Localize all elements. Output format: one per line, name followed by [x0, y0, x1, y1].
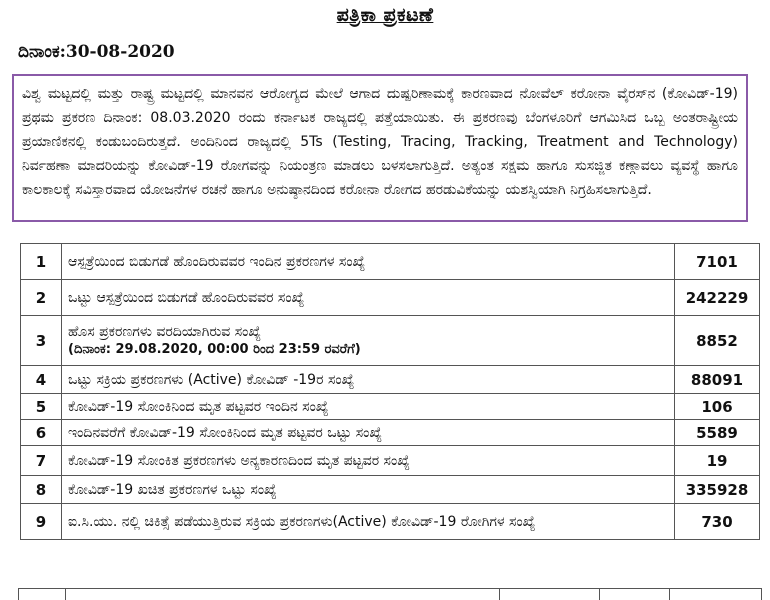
release-date: ದಿನಾಂಕ:30-08-2020: [18, 42, 175, 62]
table-row: [21, 244, 760, 280]
row-label-text: ಕೋವಿಡ್-19 ಸೋಂಕಿನಿಂದ ಮೃತ ಪಟ್ಟವರ ಇಂದಿನ ಸಂಖ್ಯೆ: [68, 398, 329, 415]
table-row: [21, 504, 760, 540]
row-value: 335928: [675, 476, 760, 504]
row-label-text: ಹೊಸ ಪ್ರಕರಣಗಳು ವರದಿಯಾಗಿರುವ ಸಂಖ್ಯೆ: [68, 323, 262, 340]
table-row: [21, 366, 760, 394]
row-value: 106: [675, 394, 760, 420]
row-value: 242229: [675, 280, 760, 316]
row-label: [62, 280, 675, 316]
row-number: 7: [21, 446, 62, 476]
row-label-text: ಒಟ್ಟು ಸಕ್ರಿಯ ಪ್ರಕರಣಗಳು (Active) ಕೋವಿಡ್ -19ರ ಸಂಖ್ಯೆ: [68, 371, 355, 388]
row-label-text: ಒಟ್ಟು ಆಸ್ಪತ್ರೆಯಿಂದ ಬಿಡುಗಡೆ ಹೊಂದಿರುವವರ ಸಂಖ್ಯೆ: [68, 289, 305, 306]
row-label: [62, 476, 675, 504]
column-divider: [65, 589, 66, 600]
row-label: [62, 366, 675, 394]
intro-paragraph: ವಿಶ್ವ ಮಟ್ಟದಲ್ಲಿ ಮತ್ತು ರಾಷ್ಟ್ರ ಮಟ್ಟದಲ್ಲಿ ಮಾನವನ ಆರೋಗ್ಯದ ಮೇಲೆ ಆಗಾದ ದುಷ್ಪರಿಣಾಮಕ್ಕೆ ಕಾರಣವಾದ ನೋವೆಲ್ ಕರೋನಾ ವೈರಸ್‌ನ (ಕೋವಿಡ್-19) ಪ್ರಥಮ ಪ್ರಕರಣ ದಿನಾಂಕ: 08.03.2020 ರಂದು ಕರ್ನಾಟಕ ರಾಜ್ಯದಲ್ಲಿ ಪತ್ತೆಯಾಯಿತು. ಈ ಪ್ರಕರಣವು ಬೆಂಗಳೂರಿಗೆ ಆಗಮಿಸಿದ ಒಬ್ಬ ಅಂತರಾಷ್ಟ್ರೀಯ ಪ್ರಯಾಣಿಕನಲ್ಲಿ ಕಂಡುಬಂದಿರುತ್ತದೆ. ಅಂದಿನಿಂದ ರಾಜ್ಯದಲ್ಲಿ 5Ts (Testing, Tracing, Tracking, Treatment and Technology) ನಿರ್ವಹಣಾ ಮಾದರಿಯನ್ನು ಕೋವಿಡ್-19 ರೋಗವನ್ನು ನಿಯಂತ್ರಣ ಮಾಡಲು ಬಳಸಲಾಗುತ್ತಿದೆ. ಅತ್ಯಂತ ಸಕ್ಷಮ ಹಾಗೂ ಸುಸಜ್ಜಿತ ಕಣ್ಗಾವಲು ವ್ಯವಸ್ಥೆ ಹಾಗೂ ಕಾಲಕಾಲಕ್ಕೆ ಸವಿಸ್ತಾರವಾದ ಯೋಜನೆಗಳ ರಚನೆ ಹಾಗೂ ಅನುಷ್ಠಾನದಿಂದ ಕರೋನಾ ರೋಗದ ಹರಡುವಿಕೆಯನ್ನು ಯಶಸ್ವಿಯಾಗಿ ನಿಗ್ರಹಿಸಲಾಗುತ್ತಿದೆ.: [12, 74, 748, 222]
row-label-text: ಇಂದಿನವರೆಗೆ ಕೋವಿಡ್-19 ಸೋಂಕಿನಿಂದ ಮೃತ ಪಟ್ಟವರ ಒಟ್ಟು ಸಂಖ್ಯೆ: [68, 424, 383, 441]
column-divider: [599, 589, 600, 600]
row-value: 8852: [675, 316, 760, 366]
next-table-edge: [18, 588, 762, 600]
row-number: 8: [21, 476, 62, 504]
row-number: 6: [21, 420, 62, 446]
stats-table: [20, 243, 760, 540]
row-label: [62, 446, 675, 476]
row-sublabel: (ದಿನಾಂಕ: 29.08.2020, 00:00 ರಿಂದ 23:59 ರವರೆಗೆ): [68, 341, 361, 357]
table-row: [21, 394, 760, 420]
row-label: [62, 394, 675, 420]
row-value: 88091: [675, 366, 760, 394]
row-label: [62, 244, 675, 280]
row-label: [62, 504, 675, 540]
row-label: [62, 316, 675, 366]
row-label-text: ಆಸ್ಪತ್ರೆಯಿಂದ ಬಿಡುಗಡೆ ಹೊಂದಿರುವವರ ಇಂದಿನ ಪ್ರಕರಣಗಳ ಸಂಖ್ಯೆ: [68, 253, 366, 270]
row-value: 19: [675, 446, 760, 476]
row-value: 7101: [675, 244, 760, 280]
row-number: 9: [21, 504, 62, 540]
column-divider: [499, 589, 500, 600]
column-divider: [669, 589, 670, 600]
table-row: [21, 316, 760, 366]
table-row: [21, 446, 760, 476]
table-row: [21, 280, 760, 316]
row-label-text: ಕೋವಿಡ್-19 ಖಚಿತ ಪ್ರಕರಣಗಳ ಒಟ್ಟು ಸಂಖ್ಯೆ: [68, 481, 277, 498]
row-label-text: ಕೋವಿಡ್-19 ಸೋಂಕಿತ ಪ್ರಕರಣಗಳು ಅನ್ಯಕಾರಣದಿಂದ ಮೃತ ಪಟ್ಟವರ ಸಂಖ್ಯೆ: [68, 452, 410, 469]
row-number: 2: [21, 280, 62, 316]
row-label: [62, 420, 675, 446]
table-row: [21, 420, 760, 446]
row-number: 1: [21, 244, 62, 280]
row-number: 4: [21, 366, 62, 394]
row-number: 5: [21, 394, 62, 420]
row-label-text: ಐ.ಸಿ.ಯು. ನಲ್ಲಿ ಚಿಕಿತ್ಸೆ ಪಡೆಯುತ್ತಿರುವ ಸಕ್ರಿಯ ಪ್ರಕರಣಗಳು(Active) ಕೋವಿಡ್-19 ರೋಗಿಗಳ ಸಂಖ್ಯೆ: [68, 513, 536, 530]
row-value: 730: [675, 504, 760, 540]
table-row: [21, 476, 760, 504]
row-value: 5589: [675, 420, 760, 446]
page-title: ಪತ್ರಿಕಾ ಪ್ರಕಟಣೆ: [336, 4, 434, 26]
row-number: 3: [21, 316, 62, 366]
